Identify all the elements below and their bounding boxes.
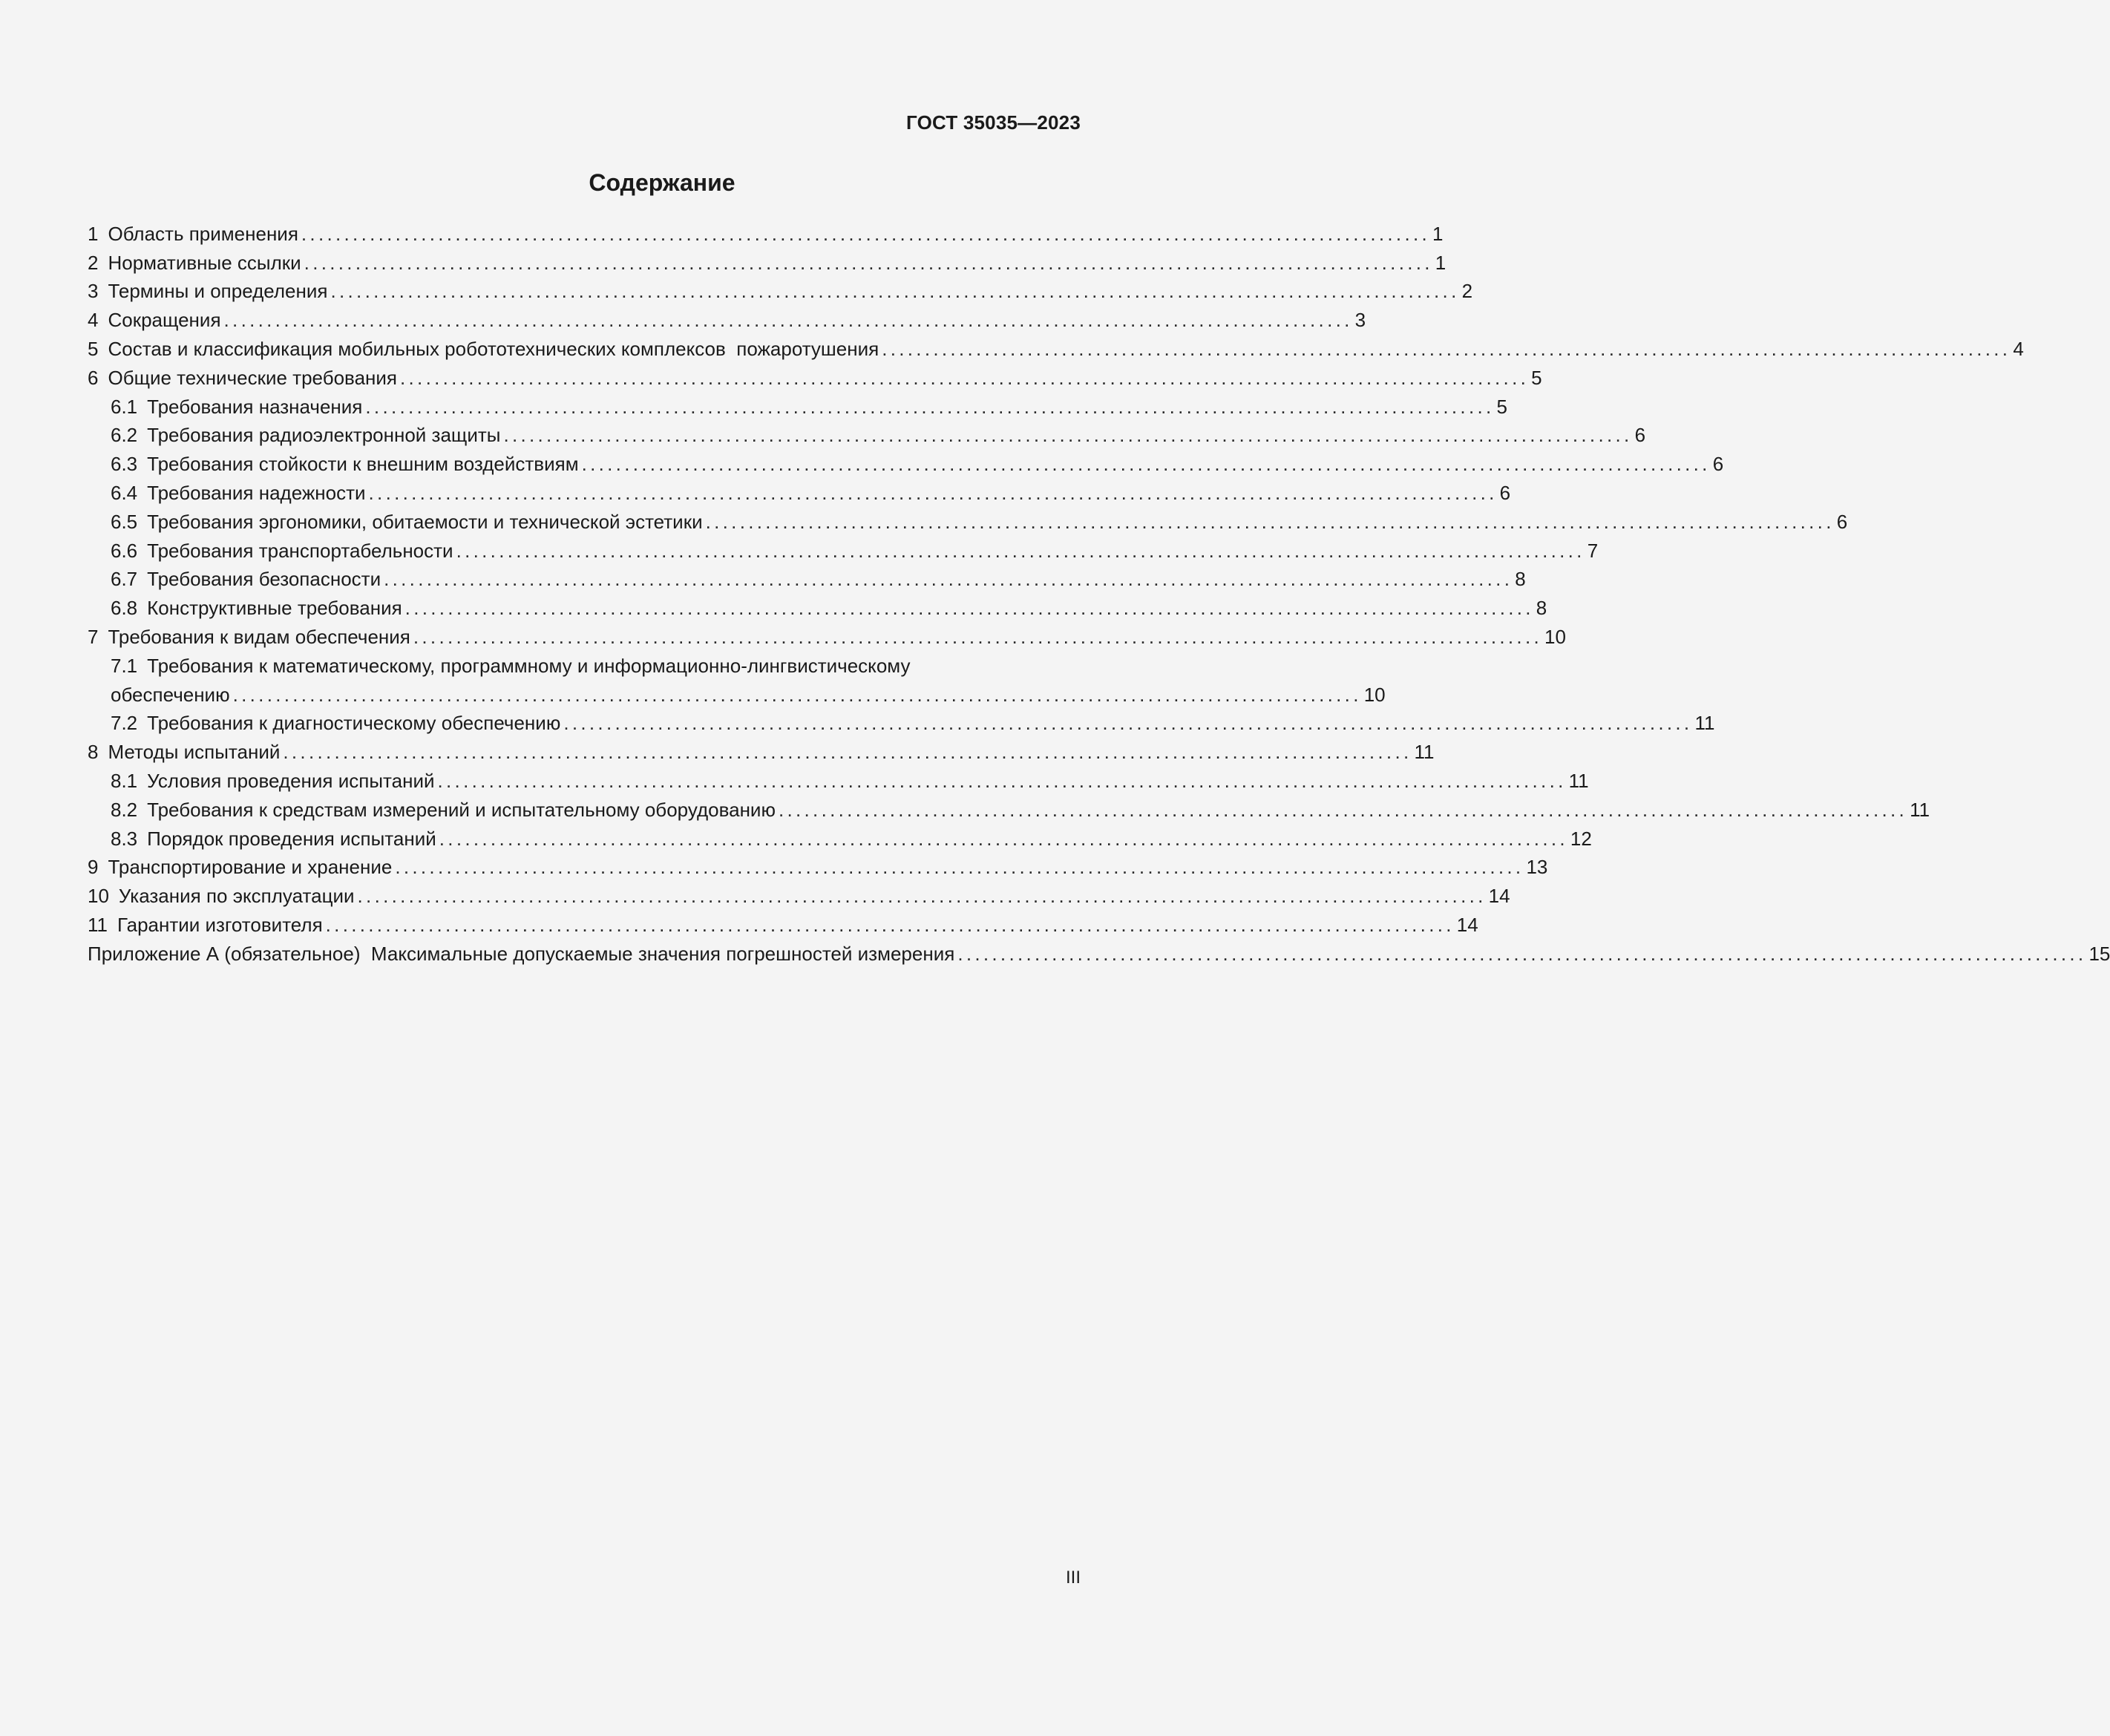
toc-entry-8-2[interactable] <box>88 796 1930 825</box>
toc-entry-page: 14 <box>1456 914 1478 937</box>
toc-entry-number: 6.4 <box>111 482 138 505</box>
toc-entry-title: Указания по эксплуатации <box>118 885 355 908</box>
dot-leader: .................................................................................................................................... <box>563 712 1693 735</box>
toc-entry-title: Требования безопасности <box>147 568 381 591</box>
dot-leader: .................................................................................................................................... <box>301 222 1431 245</box>
dot-leader: .................................................................................................................................... <box>503 424 1633 447</box>
toc-entry-page: 11 <box>1910 798 1930 821</box>
toc-entry-page: 13 <box>1526 856 1548 879</box>
toc-entry-3[interactable] <box>88 278 1473 307</box>
toc-entry-page: 4 <box>2013 338 2024 361</box>
toc-entry-9[interactable] <box>88 854 1548 882</box>
toc-entry-title: Термины и определения <box>108 280 328 303</box>
toc-entry-6[interactable] <box>88 364 1542 393</box>
toc-entry-page: 6 <box>1836 510 1848 533</box>
toc-entry-page: 3 <box>1354 309 1366 332</box>
table-of-contents <box>88 220 2110 969</box>
toc-entry-page: 11 <box>1694 712 1715 735</box>
toc-entry-page: 15 <box>2088 942 2110 965</box>
dot-leader: .................................................................................................................................... <box>395 856 1524 879</box>
toc-entry-number: 11 <box>88 914 108 937</box>
toc-entry-6-1[interactable] <box>88 393 1507 422</box>
dot-leader: .................................................................................................................................... <box>232 683 1362 706</box>
toc-entry-number: 1 <box>88 222 99 245</box>
toc-entry-title: Состав и классификация мобильных робототехнических комплексов пожаротушения <box>108 338 879 361</box>
toc-entry-7-1-continued[interactable] <box>88 681 1386 710</box>
dot-leader: .................................................................................................................................... <box>365 395 1495 418</box>
toc-entry-number: 6.2 <box>111 424 138 447</box>
toc-entry-title: Требования к математическому, программному и информационно-лингвистическому <box>147 654 911 677</box>
document-id: ГОСТ 35035—2023 <box>906 111 1081 134</box>
toc-entry-2[interactable] <box>88 249 1446 278</box>
toc-entry-6-4[interactable] <box>88 479 1511 508</box>
toc-entry-number: 3 <box>88 280 99 303</box>
toc-entry-title-continued: обеспечению <box>111 683 230 706</box>
toc-entry-6-5[interactable] <box>88 508 1848 537</box>
toc-entry-page: 10 <box>1363 683 1386 706</box>
toc-entry-number: 8.3 <box>111 827 138 850</box>
toc-title: Содержание <box>589 169 735 196</box>
dot-leader: .................................................................................................................................... <box>400 366 1530 389</box>
toc-entry-page: 6 <box>1634 424 1646 447</box>
dot-leader: .................................................................................................................................... <box>957 942 2087 965</box>
toc-entry-page: 11 <box>1414 741 1435 764</box>
toc-entry-7-2[interactable] <box>88 710 1715 738</box>
toc-entry-title: Требования эргономики, обитаемости и технической эстетики <box>147 510 703 533</box>
toc-entry-8-3[interactable] <box>88 825 1592 854</box>
toc-entry-10[interactable] <box>88 882 1510 911</box>
toc-entry-title: Приложение А (обязательное) Максимальные допускаемые значения погрешностей измерения <box>88 942 955 965</box>
toc-entry-number: 5 <box>88 338 99 361</box>
toc-entry-number: 10 <box>88 885 109 908</box>
toc-entry-number: 8.1 <box>111 770 138 793</box>
toc-entry-number: 4 <box>88 309 99 332</box>
toc-entry-title: Требования надежности <box>147 482 366 505</box>
toc-entry-page: 1 <box>1432 222 1444 245</box>
toc-entry-title: Требования стойкости к внешним воздействиям <box>147 453 579 476</box>
toc-entry-number: 6.3 <box>111 453 138 476</box>
dot-leader: .................................................................................................................................... <box>437 770 1567 793</box>
toc-entry-page: 12 <box>1570 827 1592 850</box>
page-number: III <box>1065 1568 1081 1588</box>
toc-entry-title: Методы испытаний <box>108 741 281 764</box>
toc-entry-6-7[interactable] <box>88 566 1526 595</box>
toc-entry-number: 6.8 <box>111 597 138 620</box>
toc-entry-page: 11 <box>1568 770 1589 793</box>
toc-entry-number: 6.7 <box>111 568 138 591</box>
toc-entry-number: 8.2 <box>111 798 138 821</box>
toc-entry-number: 7 <box>88 626 99 649</box>
toc-entry-title: Требования к видам обеспечения <box>108 626 410 649</box>
toc-entry-page: 1 <box>1435 251 1446 274</box>
toc-entry-title: Конструктивные требования <box>147 597 402 620</box>
toc-entry-page: 8 <box>1515 568 1526 591</box>
dot-leader: .................................................................................................................................... <box>413 626 1542 649</box>
dot-leader: .................................................................................................................................... <box>882 338 2011 361</box>
toc-entry-number: 8 <box>88 741 99 764</box>
toc-entry-number: 7.2 <box>111 712 138 735</box>
dot-leader: .................................................................................................................................... <box>283 741 1412 764</box>
dot-leader: .................................................................................................................................... <box>581 453 1711 476</box>
toc-entry-11[interactable] <box>88 911 1478 940</box>
toc-entry-number: 2 <box>88 251 99 274</box>
toc-entry-7[interactable] <box>88 623 1566 652</box>
toc-entry-page: 10 <box>1544 626 1566 649</box>
toc-entry-1[interactable] <box>88 220 1444 249</box>
toc-entry-number: 6 <box>88 366 99 389</box>
dot-leader: .................................................................................................................................... <box>778 798 1908 821</box>
toc-entry-number: 6.5 <box>111 510 138 533</box>
dot-leader: .................................................................................................................................... <box>456 539 1585 562</box>
dot-leader: .................................................................................................................................... <box>330 280 1460 303</box>
dot-leader: .................................................................................................................................... <box>357 885 1487 908</box>
dot-leader: .................................................................................................................................... <box>304 251 1433 274</box>
toc-entry-number: 6.6 <box>111 539 138 562</box>
toc-entry-page: 14 <box>1488 885 1510 908</box>
dot-leader: .................................................................................................................................... <box>404 597 1534 620</box>
toc-entry-page: 5 <box>1531 366 1542 389</box>
toc-entry-title: Требования радиоэлектронной защиты <box>147 424 501 447</box>
toc-entry-title: Требования транспортабельности <box>147 539 453 562</box>
toc-entry-number: 6.1 <box>111 395 138 418</box>
toc-entry-8[interactable] <box>88 738 1435 767</box>
toc-entry-4[interactable] <box>88 306 1366 335</box>
dot-leader: .................................................................................................................................... <box>325 914 1455 937</box>
dot-leader: .................................................................................................................................... <box>368 482 1498 505</box>
toc-entry-title: Транспортирование и хранение <box>108 856 393 879</box>
toc-entry-title: Гарантии изготовителя <box>117 914 323 937</box>
toc-entry-title: Сокращения <box>108 309 221 332</box>
toc-entry-page: 6 <box>1499 482 1511 505</box>
toc-entry-page: 7 <box>1587 539 1599 562</box>
dot-leader: .................................................................................................................................... <box>705 510 1835 533</box>
toc-entry-5[interactable] <box>88 335 2024 364</box>
toc-entry-title: Условия проведения испытаний <box>147 770 435 793</box>
toc-entry-title: Общие технические требования <box>108 366 397 389</box>
toc-entry-7-1[interactable] <box>88 652 1081 681</box>
toc-entry-title: Порядок проведения испытаний <box>147 827 436 850</box>
toc-entry-page: 8 <box>1536 597 1547 620</box>
toc-entry-6-6[interactable] <box>88 537 1599 566</box>
toc-entry-6-2[interactable] <box>88 422 1646 451</box>
toc-entry-number: 7.1 <box>111 654 138 677</box>
toc-entry-number: 9 <box>88 856 99 879</box>
toc-entry-page: 2 <box>1461 280 1473 303</box>
toc-entry-6-8[interactable] <box>88 594 1547 623</box>
toc-entry-8-1[interactable] <box>88 767 1589 796</box>
toc-entry-appendix-a[interactable] <box>88 940 2110 969</box>
toc-entry-title: Нормативные ссылки <box>108 251 301 274</box>
toc-entry-page: 5 <box>1496 395 1507 418</box>
dot-leader: .................................................................................................................................... <box>439 827 1568 850</box>
toc-entry-title: Область применения <box>108 222 298 245</box>
toc-entry-page: 6 <box>1712 453 1724 476</box>
toc-entry-title: Требования к диагностическому обеспечению <box>147 712 561 735</box>
dot-leader: .................................................................................................................................... <box>384 568 1513 591</box>
toc-entry-title: Требования назначения <box>147 395 363 418</box>
toc-entry-6-3[interactable] <box>88 450 1724 479</box>
dot-leader: .................................................................................................................................... <box>223 309 1353 332</box>
toc-entry-title: Требования к средствам измерений и испытательному оборудованию <box>147 798 776 821</box>
